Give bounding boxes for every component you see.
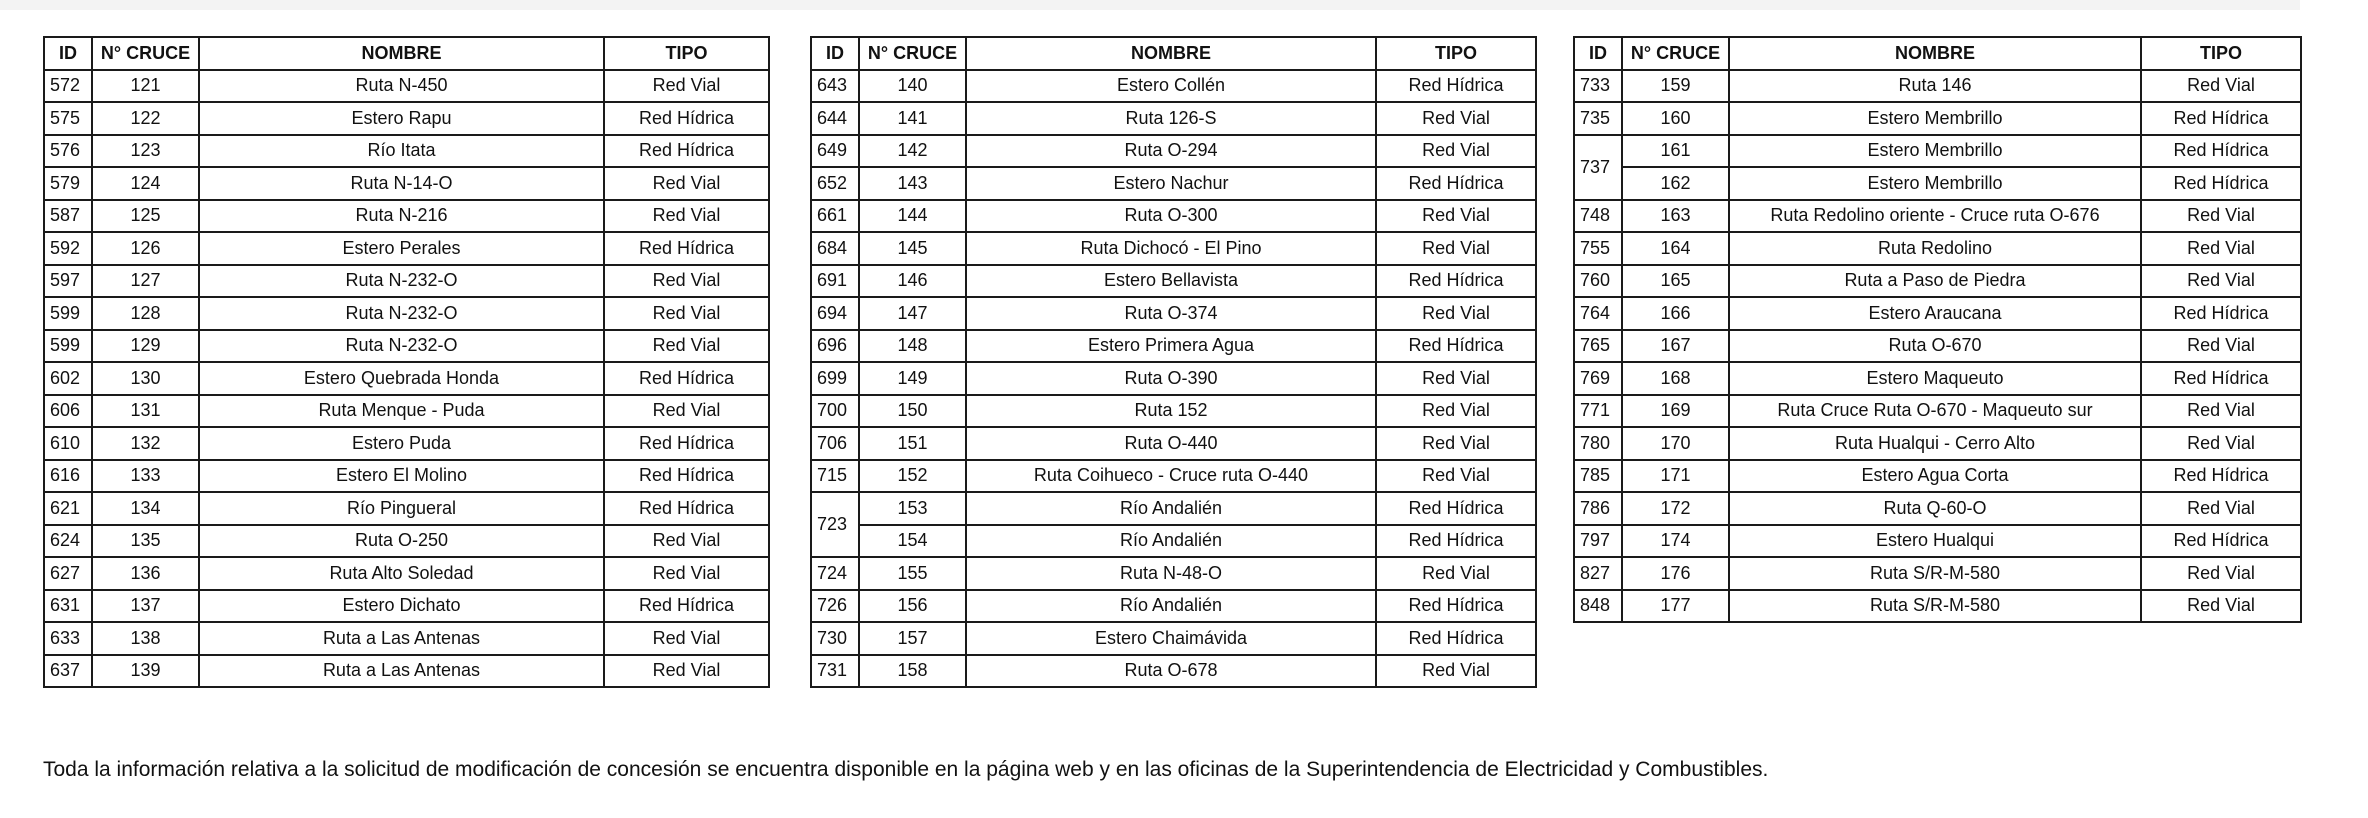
cell-nombre: Ruta Redolino oriente - Cruce ruta O-676 xyxy=(1729,200,2141,233)
cell-nombre: Ruta O-300 xyxy=(966,200,1376,233)
table-row xyxy=(44,297,769,330)
cell-tipo: Red Vial xyxy=(1376,297,1536,330)
cell-tipo: Red Vial xyxy=(604,525,769,558)
cell-nombre: Río Itata xyxy=(199,135,604,168)
cell-nombre: Ruta N-232-O xyxy=(199,330,604,363)
table-row xyxy=(44,232,769,265)
table-row xyxy=(44,102,769,135)
cell-cruce: 142 xyxy=(859,135,966,168)
cell-id: 737 xyxy=(1574,135,1622,200)
table-row xyxy=(1574,460,2301,493)
cell-nombre: Ruta N-48-O xyxy=(966,557,1376,590)
table-row xyxy=(811,460,1536,493)
cell-cruce: 136 xyxy=(92,557,199,590)
cell-id: 633 xyxy=(44,622,92,655)
cell-cruce: 145 xyxy=(859,232,966,265)
table-row xyxy=(811,557,1536,590)
cell-id: 579 xyxy=(44,167,92,200)
cell-cruce: 170 xyxy=(1622,427,1729,460)
cell-id: 848 xyxy=(1574,590,1622,623)
cell-tipo: Red Hídrica xyxy=(1376,330,1536,363)
cell-tipo: Red Hídrica xyxy=(2141,297,2301,330)
cell-nombre: Ruta Menque - Puda xyxy=(199,395,604,428)
cell-id: 597 xyxy=(44,265,92,298)
cell-id: 587 xyxy=(44,200,92,233)
cell-cruce: 167 xyxy=(1622,330,1729,363)
cell-nombre: Ruta a Las Antenas xyxy=(199,655,604,688)
cell-cruce: 133 xyxy=(92,460,199,493)
cell-tipo: Red Hídrica xyxy=(1376,525,1536,558)
cell-cruce: 146 xyxy=(859,265,966,298)
cell-tipo: Red Hídrica xyxy=(1376,492,1536,525)
cell-tipo: Red Vial xyxy=(604,297,769,330)
cell-cruce: 122 xyxy=(92,102,199,135)
cell-tipo: Red Vial xyxy=(1376,362,1536,395)
cell-nombre: Estero Agua Corta xyxy=(1729,460,2141,493)
cell-id: 576 xyxy=(44,135,92,168)
cell-cruce: 161 xyxy=(1622,135,1729,168)
cell-tipo: Red Hídrica xyxy=(604,135,769,168)
cell-nombre: Ruta O-670 xyxy=(1729,330,2141,363)
cell-cruce: 131 xyxy=(92,395,199,428)
table-row xyxy=(44,655,769,688)
header-cruce: N° CRUCE xyxy=(859,37,966,70)
cell-nombre: Estero Collén xyxy=(966,70,1376,103)
cell-cruce: 130 xyxy=(92,362,199,395)
table-row xyxy=(1574,167,2301,200)
table-row xyxy=(1574,492,2301,525)
cell-nombre: Río Andalién xyxy=(966,525,1376,558)
cell-nombre: Estero Puda xyxy=(199,427,604,460)
cell-tipo: Red Vial xyxy=(2141,265,2301,298)
cell-id: 606 xyxy=(44,395,92,428)
cell-id: 748 xyxy=(1574,200,1622,233)
cell-tipo: Red Vial xyxy=(1376,427,1536,460)
cell-tipo: Red Hídrica xyxy=(1376,622,1536,655)
cell-tipo: Red Vial xyxy=(2141,395,2301,428)
cell-tipo: Red Vial xyxy=(2141,70,2301,103)
cell-cruce: 124 xyxy=(92,167,199,200)
header-tipo: TIPO xyxy=(604,37,769,70)
cell-tipo: Red Vial xyxy=(604,167,769,200)
table-row xyxy=(811,70,1536,103)
table-row xyxy=(44,200,769,233)
cell-cruce: 129 xyxy=(92,330,199,363)
table-row xyxy=(811,330,1536,363)
cell-id: 785 xyxy=(1574,460,1622,493)
table-row xyxy=(1574,200,2301,233)
cell-tipo: Red Vial xyxy=(1376,460,1536,493)
cell-cruce: 138 xyxy=(92,622,199,655)
cell-cruce: 174 xyxy=(1622,525,1729,558)
cell-cruce: 137 xyxy=(92,590,199,623)
cell-cruce: 121 xyxy=(92,70,199,103)
cell-cruce: 148 xyxy=(859,330,966,363)
cell-tipo: Red Vial xyxy=(1376,232,1536,265)
cell-tipo: Red Vial xyxy=(2141,232,2301,265)
cell-tipo: Red Vial xyxy=(604,200,769,233)
table-row xyxy=(811,525,1536,558)
cell-id: 621 xyxy=(44,492,92,525)
header-nombre: NOMBRE xyxy=(1729,37,2141,70)
cell-nombre: Ruta O-440 xyxy=(966,427,1376,460)
cell-nombre: Estero Nachur xyxy=(966,167,1376,200)
cell-tipo: Red Vial xyxy=(604,330,769,363)
cell-id: 726 xyxy=(811,590,859,623)
table-row xyxy=(1574,427,2301,460)
cell-cruce: 152 xyxy=(859,460,966,493)
table-row xyxy=(44,557,769,590)
cell-tipo: Red Vial xyxy=(2141,590,2301,623)
table-row xyxy=(1574,70,2301,103)
cell-id: 724 xyxy=(811,557,859,590)
table-row xyxy=(811,135,1536,168)
cell-nombre: Ruta O-294 xyxy=(966,135,1376,168)
cell-tipo: Red Hídrica xyxy=(604,232,769,265)
cell-cruce: 143 xyxy=(859,167,966,200)
cell-id: 599 xyxy=(44,330,92,363)
cell-tipo: Red Vial xyxy=(604,265,769,298)
table-row xyxy=(44,492,769,525)
cell-id: 649 xyxy=(811,135,859,168)
cell-tipo: Red Hídrica xyxy=(2141,525,2301,558)
cell-nombre: Ruta O-374 xyxy=(966,297,1376,330)
cell-cruce: 132 xyxy=(92,427,199,460)
table-row xyxy=(44,427,769,460)
cell-id: 723 xyxy=(811,492,859,557)
cell-nombre: Ruta Redolino xyxy=(1729,232,2141,265)
cell-tipo: Red Hídrica xyxy=(1376,167,1536,200)
table-header-row xyxy=(1574,37,2301,70)
cell-nombre: Ruta Cruce Ruta O-670 - Maqueuto sur xyxy=(1729,395,2141,428)
cell-cruce: 126 xyxy=(92,232,199,265)
cell-cruce: 134 xyxy=(92,492,199,525)
table-body xyxy=(811,70,1536,688)
cell-tipo: Red Vial xyxy=(604,70,769,103)
cell-nombre: Río Andalién xyxy=(966,492,1376,525)
cell-id: 786 xyxy=(1574,492,1622,525)
top-band xyxy=(0,0,2300,10)
table-row xyxy=(44,135,769,168)
table-row xyxy=(1574,395,2301,428)
cell-id: 637 xyxy=(44,655,92,688)
table-row xyxy=(811,297,1536,330)
cell-id: 755 xyxy=(1574,232,1622,265)
cell-nombre: Ruta 146 xyxy=(1729,70,2141,103)
table-row xyxy=(44,265,769,298)
cell-cruce: 171 xyxy=(1622,460,1729,493)
cell-tipo: Red Vial xyxy=(1376,655,1536,688)
table-body xyxy=(44,70,769,688)
cell-tipo: Red Hídrica xyxy=(2141,460,2301,493)
cell-nombre: Ruta Q-60-O xyxy=(1729,492,2141,525)
table-row xyxy=(44,622,769,655)
cell-id: 700 xyxy=(811,395,859,428)
cell-cruce: 128 xyxy=(92,297,199,330)
cell-cruce: 177 xyxy=(1622,590,1729,623)
cell-tipo: Red Hídrica xyxy=(604,460,769,493)
cell-id: 706 xyxy=(811,427,859,460)
header-nombre: NOMBRE xyxy=(966,37,1376,70)
cell-id: 827 xyxy=(1574,557,1622,590)
cell-nombre: Estero Maqueuto xyxy=(1729,362,2141,395)
header-cruce: N° CRUCE xyxy=(1622,37,1729,70)
cell-id: 652 xyxy=(811,167,859,200)
table-row xyxy=(811,232,1536,265)
table-row xyxy=(811,492,1536,525)
cell-nombre: Estero El Molino xyxy=(199,460,604,493)
cell-cruce: 157 xyxy=(859,622,966,655)
cell-tipo: Red Vial xyxy=(2141,557,2301,590)
cell-tipo: Red Hídrica xyxy=(604,427,769,460)
cell-tipo: Red Hídrica xyxy=(1376,265,1536,298)
header-id: ID xyxy=(811,37,859,70)
cell-nombre: Estero Bellavista xyxy=(966,265,1376,298)
table-row xyxy=(811,102,1536,135)
cell-id: 644 xyxy=(811,102,859,135)
cell-cruce: 149 xyxy=(859,362,966,395)
table-row xyxy=(44,525,769,558)
cell-nombre: Ruta N-450 xyxy=(199,70,604,103)
table-row xyxy=(1574,232,2301,265)
cell-id: 735 xyxy=(1574,102,1622,135)
cell-nombre: Río Pingueral xyxy=(199,492,604,525)
cell-tipo: Red Vial xyxy=(1376,135,1536,168)
cell-id: 760 xyxy=(1574,265,1622,298)
cell-id: 696 xyxy=(811,330,859,363)
table-row xyxy=(1574,330,2301,363)
footer-note: Toda la información relativa a la solicitud de modificación de concesión se encuentra disponible en la página web y en las oficinas de la Superintendencia de Electricidad y Combustibles. xyxy=(43,758,1769,781)
cell-nombre: Ruta O-678 xyxy=(966,655,1376,688)
crossings-table-3 xyxy=(1573,36,2302,623)
table-row xyxy=(1574,102,2301,135)
cell-cruce: 144 xyxy=(859,200,966,233)
cell-id: 616 xyxy=(44,460,92,493)
cell-nombre: Ruta Dichocó - El Pino xyxy=(966,232,1376,265)
table-body xyxy=(1574,70,2301,623)
table-row xyxy=(811,167,1536,200)
cell-id: 575 xyxy=(44,102,92,135)
cell-cruce: 156 xyxy=(859,590,966,623)
cell-nombre: Estero Chaimávida xyxy=(966,622,1376,655)
cell-nombre: Ruta 152 xyxy=(966,395,1376,428)
cell-id: 764 xyxy=(1574,297,1622,330)
cell-nombre: Ruta S/R-M-580 xyxy=(1729,590,2141,623)
cell-id: 627 xyxy=(44,557,92,590)
cell-nombre: Ruta O-390 xyxy=(966,362,1376,395)
cell-id: 624 xyxy=(44,525,92,558)
cell-tipo: Red Vial xyxy=(2141,427,2301,460)
table-row xyxy=(44,362,769,395)
cell-cruce: 169 xyxy=(1622,395,1729,428)
cell-id: 694 xyxy=(811,297,859,330)
cell-cruce: 139 xyxy=(92,655,199,688)
cell-tipo: Red Hídrica xyxy=(2141,167,2301,200)
cell-nombre: Ruta N-216 xyxy=(199,200,604,233)
table-row xyxy=(811,590,1536,623)
table-row xyxy=(1574,557,2301,590)
cell-cruce: 154 xyxy=(859,525,966,558)
cell-tipo: Red Vial xyxy=(2141,200,2301,233)
cell-cruce: 172 xyxy=(1622,492,1729,525)
table-row xyxy=(811,395,1536,428)
header-nombre: NOMBRE xyxy=(199,37,604,70)
cell-id: 733 xyxy=(1574,70,1622,103)
cell-tipo: Red Vial xyxy=(1376,557,1536,590)
cell-nombre: Estero Primera Agua xyxy=(966,330,1376,363)
cell-tipo: Red Vial xyxy=(2141,330,2301,363)
cell-id: 691 xyxy=(811,265,859,298)
cell-nombre: Ruta S/R-M-580 xyxy=(1729,557,2141,590)
cell-nombre: Ruta 126-S xyxy=(966,102,1376,135)
cell-cruce: 165 xyxy=(1622,265,1729,298)
cell-cruce: 162 xyxy=(1622,167,1729,200)
table-row xyxy=(811,427,1536,460)
cell-id: 730 xyxy=(811,622,859,655)
cell-tipo: Red Hídrica xyxy=(604,102,769,135)
cell-nombre: Ruta Coihueco - Cruce ruta O-440 xyxy=(966,460,1376,493)
cell-tipo: Red Hídrica xyxy=(604,590,769,623)
cell-id: 731 xyxy=(811,655,859,688)
cell-tipo: Red Vial xyxy=(1376,200,1536,233)
table-row xyxy=(811,655,1536,688)
header-id: ID xyxy=(1574,37,1622,70)
cell-tipo: Red Hídrica xyxy=(1376,590,1536,623)
cell-id: 661 xyxy=(811,200,859,233)
cell-cruce: 163 xyxy=(1622,200,1729,233)
cell-id: 610 xyxy=(44,427,92,460)
cell-nombre: Ruta N-232-O xyxy=(199,297,604,330)
cell-nombre: Río Andalién xyxy=(966,590,1376,623)
table-row xyxy=(44,590,769,623)
header-tipo: TIPO xyxy=(2141,37,2301,70)
cell-cruce: 160 xyxy=(1622,102,1729,135)
table-row xyxy=(811,265,1536,298)
cell-cruce: 155 xyxy=(859,557,966,590)
cell-nombre: Ruta Alto Soledad xyxy=(199,557,604,590)
cell-nombre: Ruta N-14-O xyxy=(199,167,604,200)
cell-cruce: 150 xyxy=(859,395,966,428)
cell-id: 715 xyxy=(811,460,859,493)
table-row xyxy=(44,460,769,493)
cell-id: 699 xyxy=(811,362,859,395)
cell-cruce: 123 xyxy=(92,135,199,168)
cell-cruce: 158 xyxy=(859,655,966,688)
table-row xyxy=(1574,297,2301,330)
cell-nombre: Ruta Hualqui - Cerro Alto xyxy=(1729,427,2141,460)
cell-tipo: Red Hídrica xyxy=(604,492,769,525)
cell-cruce: 151 xyxy=(859,427,966,460)
cell-cruce: 140 xyxy=(859,70,966,103)
cell-nombre: Estero Araucana xyxy=(1729,297,2141,330)
crossings-table-2 xyxy=(810,36,1537,688)
cell-id: 684 xyxy=(811,232,859,265)
header-cruce: N° CRUCE xyxy=(92,37,199,70)
cell-tipo: Red Hídrica xyxy=(604,362,769,395)
cell-id: 780 xyxy=(1574,427,1622,460)
cell-tipo: Red Vial xyxy=(2141,492,2301,525)
table-row xyxy=(1574,265,2301,298)
cell-tipo: Red Vial xyxy=(1376,102,1536,135)
cell-id: 592 xyxy=(44,232,92,265)
cell-cruce: 166 xyxy=(1622,297,1729,330)
cell-nombre: Ruta N-232-O xyxy=(199,265,604,298)
cell-cruce: 153 xyxy=(859,492,966,525)
header-id: ID xyxy=(44,37,92,70)
cell-nombre: Estero Rapu xyxy=(199,102,604,135)
cell-id: 643 xyxy=(811,70,859,103)
cell-tipo: Red Hídrica xyxy=(2141,135,2301,168)
cell-id: 765 xyxy=(1574,330,1622,363)
cell-cruce: 176 xyxy=(1622,557,1729,590)
cell-cruce: 159 xyxy=(1622,70,1729,103)
cell-nombre: Estero Membrillo xyxy=(1729,135,2141,168)
cell-tipo: Red Vial xyxy=(1376,395,1536,428)
cell-cruce: 147 xyxy=(859,297,966,330)
table-row xyxy=(44,167,769,200)
table-row xyxy=(44,330,769,363)
cell-nombre: Ruta O-250 xyxy=(199,525,604,558)
table-row xyxy=(1574,362,2301,395)
table-row xyxy=(811,200,1536,233)
cell-nombre: Estero Membrillo xyxy=(1729,167,2141,200)
table-row xyxy=(1574,525,2301,558)
cell-nombre: Estero Hualqui xyxy=(1729,525,2141,558)
cell-id: 599 xyxy=(44,297,92,330)
cell-nombre: Estero Quebrada Honda xyxy=(199,362,604,395)
cell-id: 769 xyxy=(1574,362,1622,395)
table-row xyxy=(44,395,769,428)
cell-tipo: Red Hídrica xyxy=(2141,102,2301,135)
cell-tipo: Red Hídrica xyxy=(1376,70,1536,103)
table-row xyxy=(811,362,1536,395)
cell-id: 797 xyxy=(1574,525,1622,558)
table-row xyxy=(44,70,769,103)
table-row xyxy=(1574,135,2301,168)
cell-cruce: 141 xyxy=(859,102,966,135)
cell-tipo: Red Vial xyxy=(604,622,769,655)
cell-nombre: Estero Dichato xyxy=(199,590,604,623)
table-header-row xyxy=(811,37,1536,70)
cell-tipo: Red Vial xyxy=(604,557,769,590)
header-tipo: TIPO xyxy=(1376,37,1536,70)
table-row xyxy=(811,622,1536,655)
cell-id: 572 xyxy=(44,70,92,103)
cell-tipo: Red Hídrica xyxy=(2141,362,2301,395)
cell-id: 631 xyxy=(44,590,92,623)
cell-id: 602 xyxy=(44,362,92,395)
cell-nombre: Estero Membrillo xyxy=(1729,102,2141,135)
cell-tipo: Red Vial xyxy=(604,655,769,688)
crossings-table-1 xyxy=(43,36,770,688)
cell-id: 771 xyxy=(1574,395,1622,428)
cell-cruce: 125 xyxy=(92,200,199,233)
cell-nombre: Ruta a Las Antenas xyxy=(199,622,604,655)
table-row xyxy=(1574,590,2301,623)
cell-nombre: Ruta a Paso de Piedra xyxy=(1729,265,2141,298)
table-header-row xyxy=(44,37,769,70)
cell-tipo: Red Vial xyxy=(604,395,769,428)
cell-nombre: Estero Perales xyxy=(199,232,604,265)
cell-cruce: 168 xyxy=(1622,362,1729,395)
cell-cruce: 135 xyxy=(92,525,199,558)
cell-cruce: 164 xyxy=(1622,232,1729,265)
cell-cruce: 127 xyxy=(92,265,199,298)
